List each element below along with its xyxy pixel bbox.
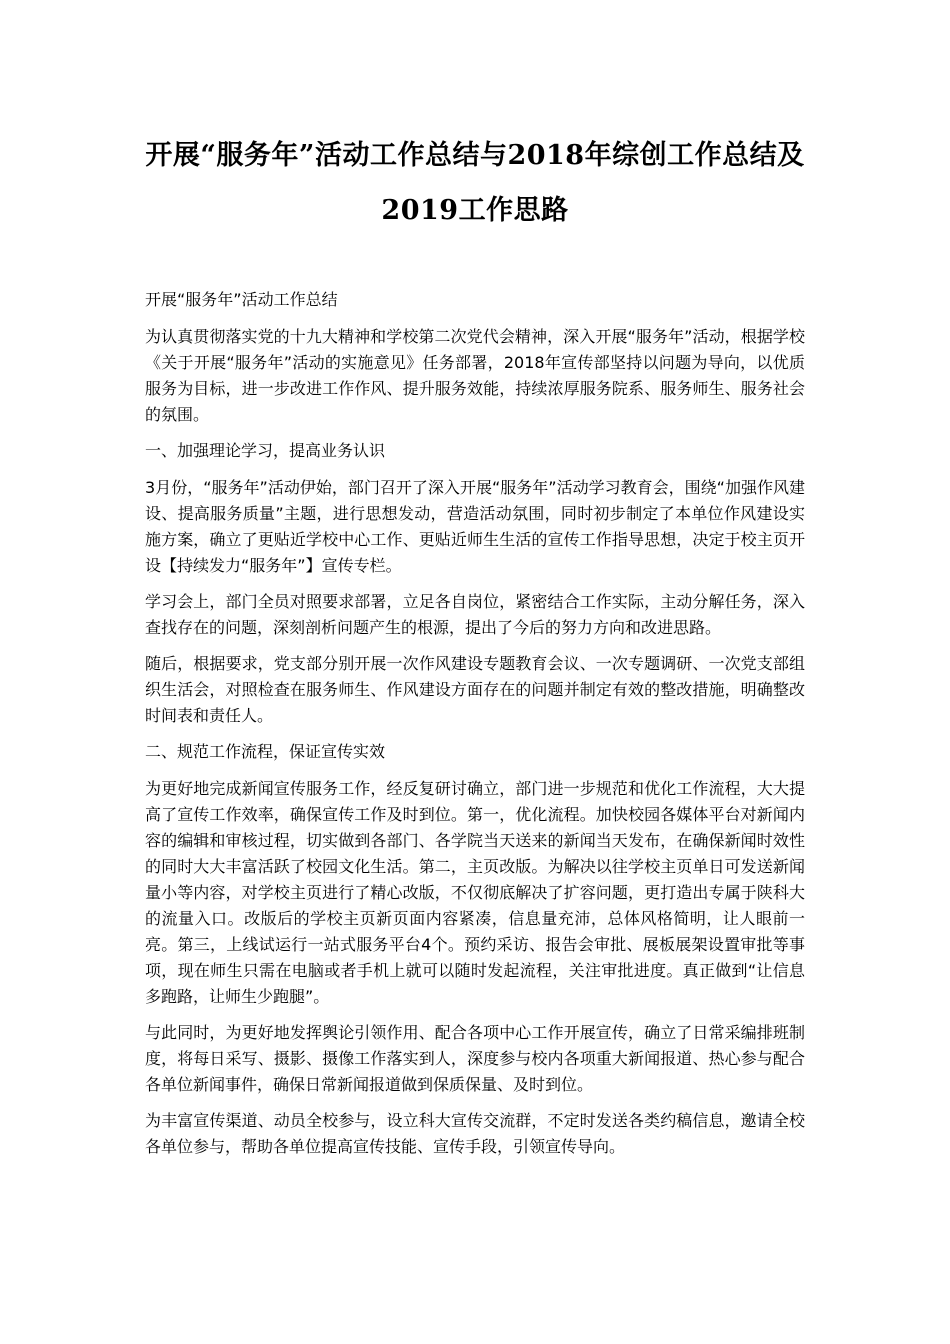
section-2-heading: 二、规范工作流程，保证宣传实效 bbox=[145, 742, 386, 761]
section-1-paragraph-3: 随后，根据要求，党支部分别开展一次作风建设专题教育会议、一次专题调研、一次党支部组织生活会，对照检查在服务师生、作风建设方面存在的问题并制定有效的整改措施，明确整改时间表和责任人。 bbox=[145, 654, 805, 725]
section-1-paragraph-1: 3月份，“服务年”活动伊始，部门召开了深入开展“服务年”活动学习教育会，围绕“加强作风建设、提高服务质量”主题，进行思想发动，营造活动氛围，同时初步制定了本单位作风建设实施方案，确立了更贴近学校中心工作、更贴近师生生活的宣传工作指导思想，决定于校主页开设【持续发力“服务年”】宣传专栏。 bbox=[145, 478, 805, 575]
section-2-paragraph-3: 为丰富宣传渠道、动员全校参与，设立科大宣传交流群，不定时发送各类约稿信息，邀请全校各单位参与，帮助各单位提高宣传技能、宣传手段，引领宣传导向。 bbox=[145, 1111, 805, 1156]
intro-paragraph: 为认真贯彻落实党的十九大精神和学校第二次党代会精神，深入开展“服务年”活动，根据学校《关于开展“服务年”活动的实施意见》任务部署，2018年宣传部坚持以问题为导向，以优质服务为目标，进一步改进工作作风、提升服务效能，持续浓厚服务院系、服务师生、服务社会的氛围。 bbox=[145, 327, 805, 424]
section-1-paragraph-2: 学习会上，部门全员对照要求部署，立足各自岗位，紧密结合工作实际，主动分解任务，深入查找存在的问题，深刻剖析问题产生的根源，提出了今后的努力方向和改进思路。 bbox=[145, 592, 805, 637]
section-2-paragraph-2: 与此同时，为更好地发挥舆论引领作用、配合各项中心工作开展宣传，确立了日常采编排班制度，将每日采写、摄影、摄像工作落实到人，深度参与校内各项重大新闻报道、热心参与配合各单位新闻事件，确保日常新闻报道做到保质保量、及时到位。 bbox=[145, 1023, 805, 1094]
section-2-paragraph-1: 为更好地完成新闻宣传服务工作，经反复研讨确立，部门进一步规范和优化工作流程，大大提高了宣传工作效率，确保宣传工作及时到位。第一，优化流程。加快校园各媒体平台对新闻内容的编辑和审核过程，切实做到各部门、各学院当天送来的新闻当天发布，在确保新闻时效性的同时大大丰富活跃了校园文化生活。第二，主页改版。为解决以往学校主页单日可发送新闻量小等内容，对学校主页进行了精心改版，不仅彻底解决了扩容问题，更打造出专属于陕科大的流量入口。改版后的学校主页新页面内容紧凑，信息量充沛，总体风格简明，让人眼前一亮。第三，上线试运行一站式服务平台4个。预约采访、报告会审批、展板展架设置审批等事项，现在师生只需在电脑或者手机上就可以随时发起流程，关注审批进度。真正做到“让信息多跑路，让师生少跑腿”。 bbox=[145, 779, 805, 1006]
document-subtitle: 开展“服务年”活动工作总结 bbox=[145, 290, 338, 309]
document-title: 开展“服务年”活动工作总结与2018年综创工作总结及2019工作思路 bbox=[145, 140, 805, 226]
section-1-heading: 一、加强理论学习，提高业务认识 bbox=[145, 441, 386, 460]
document-body bbox=[145, 287, 805, 1170]
